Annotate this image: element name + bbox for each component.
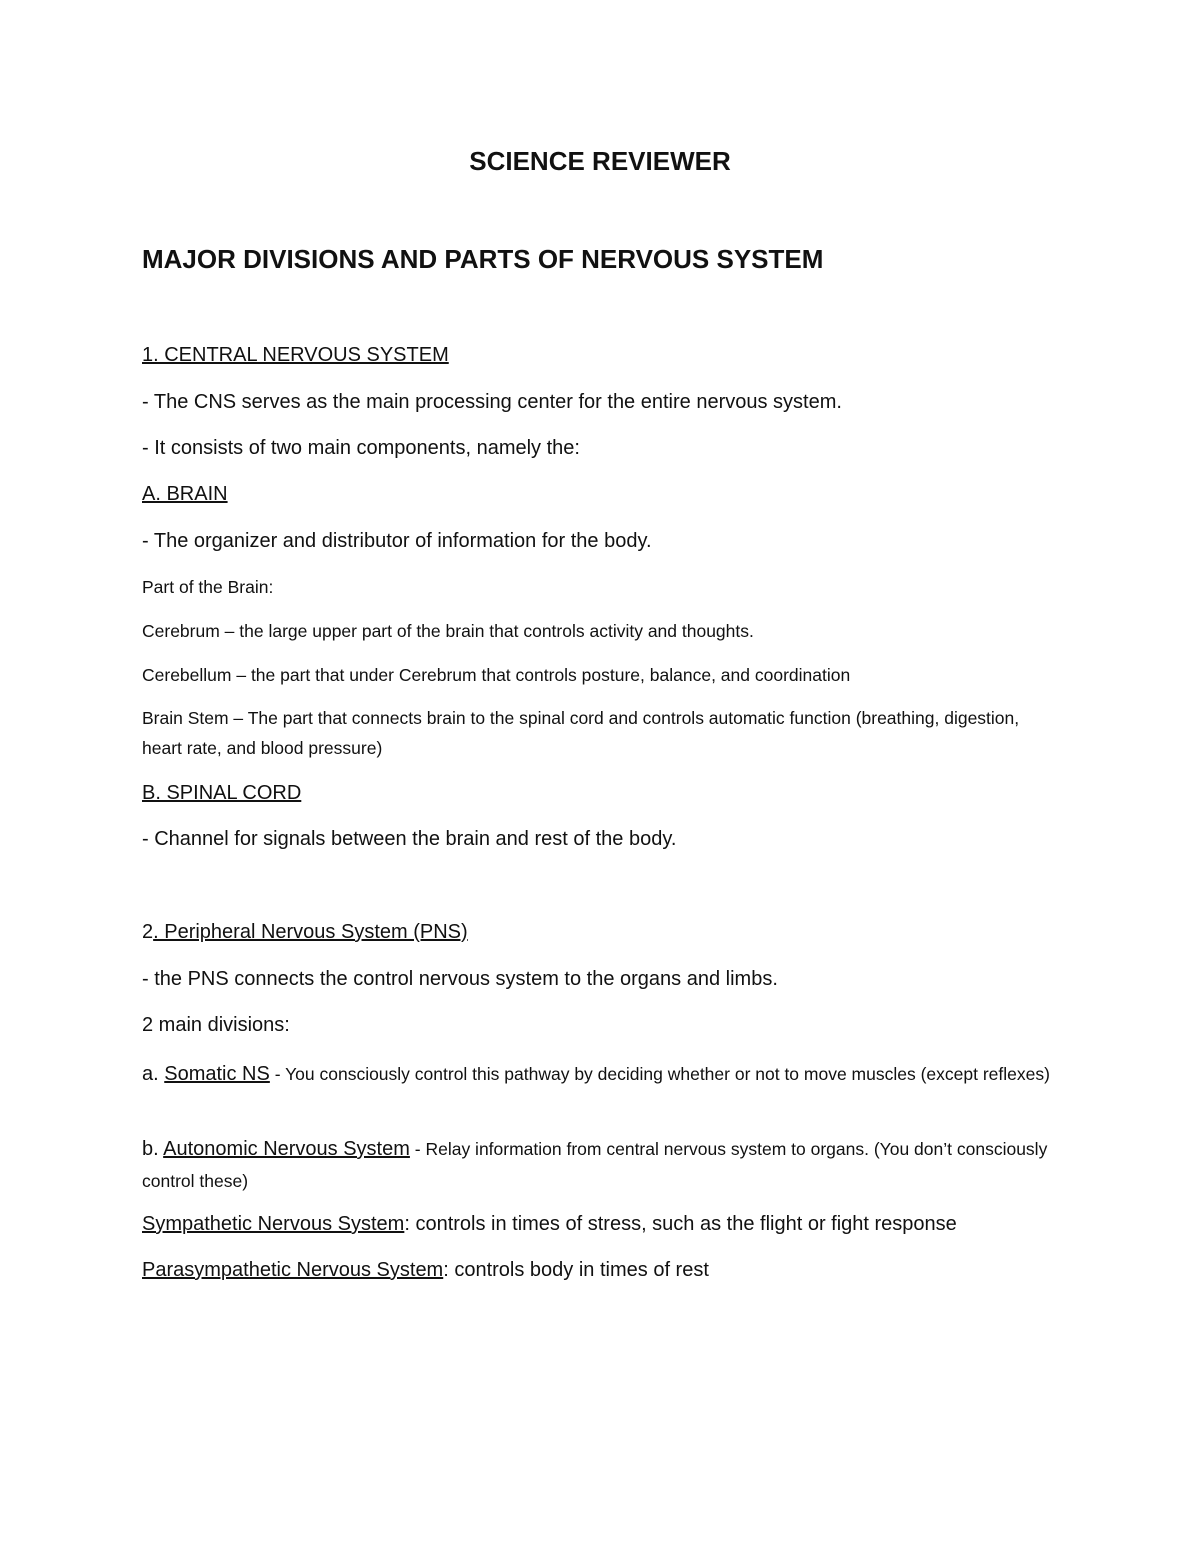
cns-line-1: - The CNS serves as the main processing center for the entire nervous system.: [142, 391, 842, 413]
pns-heading-number: 2: [142, 921, 154, 943]
brain-parts-label: Part of the Brain:: [142, 577, 274, 597]
parasympathetic-desc: : controls body in times of rest: [443, 1259, 709, 1281]
spinal-cord-heading: B. SPINAL CORD: [142, 782, 302, 804]
sympathetic-name: Sympathetic Nervous System: [142, 1213, 405, 1235]
parasympathetic-name: Parasympathetic Nervous System: [142, 1259, 444, 1281]
pns-divisions-label: 2 main divisions:: [142, 1014, 290, 1036]
cerebrum-text: Cerebrum – the large upper part of the brain that controls activity and thoughts.: [142, 621, 754, 641]
cns-line-2: - It consists of two main components, namely the:: [142, 437, 580, 459]
somatic-item: [142, 1059, 1062, 1091]
spinal-cord-line-1: - Channel for signals between the brain and rest of the body.: [142, 828, 677, 850]
somatic-name: Somatic NS: [164, 1063, 270, 1085]
brain-heading: A. BRAIN: [142, 483, 228, 505]
pns-line-1: - the PNS connects the control nervous system to the organs and limbs.: [142, 968, 778, 990]
somatic-desc: - You consciously control this pathway by deciding whether or not to move muscles (except reflexes): [269, 1064, 1050, 1084]
brain-line-1: - The organizer and distributor of information for the body.: [142, 530, 652, 552]
sympathetic-desc: : controls in times of stress, such as the flight or fight response: [404, 1213, 957, 1235]
pns-heading: [142, 920, 468, 944]
document-title: SCIENCE REVIEWER: [469, 146, 731, 176]
autonomic-name: Autonomic Nervous System: [163, 1138, 410, 1160]
autonomic-desc: - Relay information from central nervous system to organs. (You don’t consciously control these): [142, 1139, 1048, 1191]
cerebellum-text: Cerebellum – the part that under Cerebrum that controls posture, balance, and coordination: [142, 665, 851, 685]
sympathetic-item: [142, 1212, 957, 1236]
autonomic-item: [142, 1134, 1062, 1198]
main-heading: MAJOR DIVISIONS AND PARTS OF NERVOUS SYSTEM: [142, 244, 824, 274]
cns-heading: 1. CENTRAL NERVOUS SYSTEM: [142, 344, 449, 366]
pns-heading-text: . Peripheral Nervous System (PNS): [153, 921, 468, 943]
parasympathetic-item: [142, 1258, 709, 1282]
autonomic-prefix: b.: [142, 1138, 164, 1160]
brain-stem-text: Brain Stem – The part that connects brain to the spinal cord and controls automatic function (breathing, digestion, heart rate, and blood pressure): [142, 708, 1020, 758]
somatic-prefix: a.: [142, 1063, 165, 1085]
